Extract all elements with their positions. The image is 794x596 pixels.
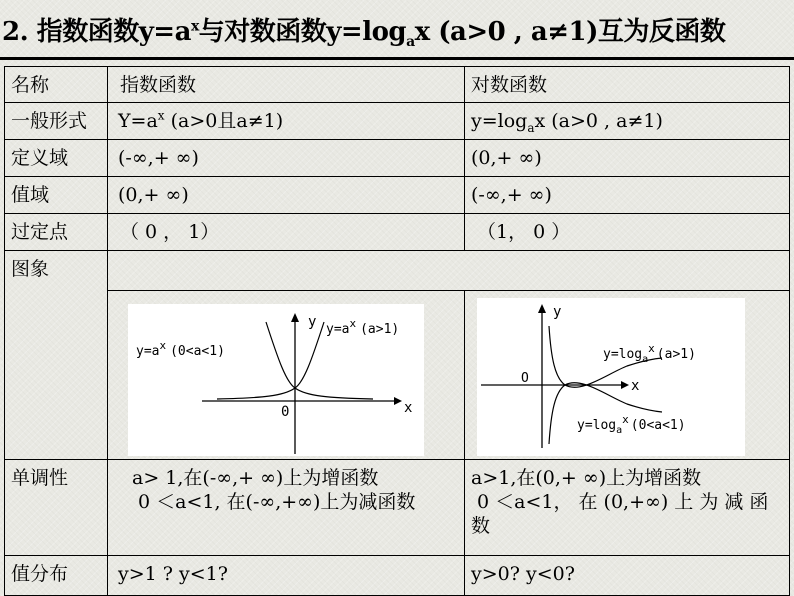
monotonic-exp-line-1: a> 1,在(-∞,+ ∞)上为增函数: [132, 467, 379, 489]
monotonic-exp-line-2: 0 ＜a<1, 在(-∞,+∞)上为减函数: [138, 491, 416, 513]
log-y-axis-label: y: [553, 304, 562, 320]
graph-top-cell: [107, 250, 790, 290]
value-dist-log-cell: y>0? y<0?: [464, 555, 790, 596]
domain-label-cell: 定义域: [4, 139, 107, 176]
range-exp-cell: (0,+ ∞): [107, 176, 464, 213]
fixed-point-exp-cell: （ 0 ， 1）: [107, 213, 464, 250]
log-origin-label: O: [521, 371, 529, 386]
slide-title: 2. 指数函数$y=a^x$与对数函数$y=\log_ax$ (a>0 , a≠1)互为反函数: [2, 17, 726, 51]
exp-y-arrow: [291, 313, 299, 322]
header-exp-cell: 指数函数: [107, 66, 464, 102]
exponential-graph: [128, 304, 424, 456]
value-dist-exp-cell: y>1 ? y<1?: [107, 555, 464, 596]
range-label-cell: 值域: [4, 176, 107, 213]
exp-curve-decreasing: [266, 322, 373, 399]
exp-curve-increasing: [217, 322, 324, 399]
log-y-arrow: [538, 304, 546, 313]
monotonic-log-line-1: a>1,在(0,+ ∞)上为增函数: [471, 467, 702, 489]
range-log-cell: (-∞,+ ∞): [464, 176, 790, 213]
title-divider: [0, 57, 794, 60]
form-exp-cell: $Y=a^x$ (a>0且a≠1): [107, 102, 464, 139]
logarithmic-graph: [477, 298, 745, 456]
value-dist-label-cell: 值分布: [4, 555, 107, 596]
header-log-cell: 对数函数: [464, 66, 790, 102]
fixed-point-label-cell: 过定点: [4, 213, 107, 250]
monotonic-log-line-2: 0 ＜a<1， 在 (0,+∞) 上 为 减 函: [477, 491, 769, 513]
graph-label-cell: 图象: [4, 250, 107, 459]
exp-label-right: $y=a^x$ (a>1): [326, 317, 400, 337]
monotonic-log-cell: [464, 459, 790, 555]
domain-exp-cell: (-∞,+ ∞): [107, 139, 464, 176]
monotonic-exp-cell: [107, 459, 464, 555]
exp-x-arrow: [394, 397, 402, 405]
fixed-point-log-cell: （1， 0 ）: [464, 213, 790, 250]
exp-y-axis-label: y: [308, 314, 317, 330]
form-label-cell: 一般形式: [4, 102, 107, 139]
monotonic-label-cell: 单调性: [4, 459, 107, 555]
domain-log-cell: (0,+ ∞): [464, 139, 790, 176]
monotonic-log-line-3: 数: [471, 515, 491, 537]
header-name-cell: 名称: [4, 66, 107, 102]
exp-label-left: $y=a^x$ (0<a<1): [136, 339, 225, 359]
log-curve-decreasing: [549, 383, 662, 444]
exp-x-axis-label: x: [404, 400, 413, 416]
log-label-lower: $y=\log_a^x$ (0<a<1): [577, 413, 686, 436]
log-label-upper: $y=\log_a^x$ (a>1): [603, 342, 696, 365]
log-x-arrow: [621, 381, 629, 389]
log-x-axis-label: x: [631, 378, 640, 394]
form-log-cell: $y=\log_ax$ (a>0 , a≠1): [464, 102, 790, 139]
exp-origin-label: 0: [281, 404, 290, 420]
